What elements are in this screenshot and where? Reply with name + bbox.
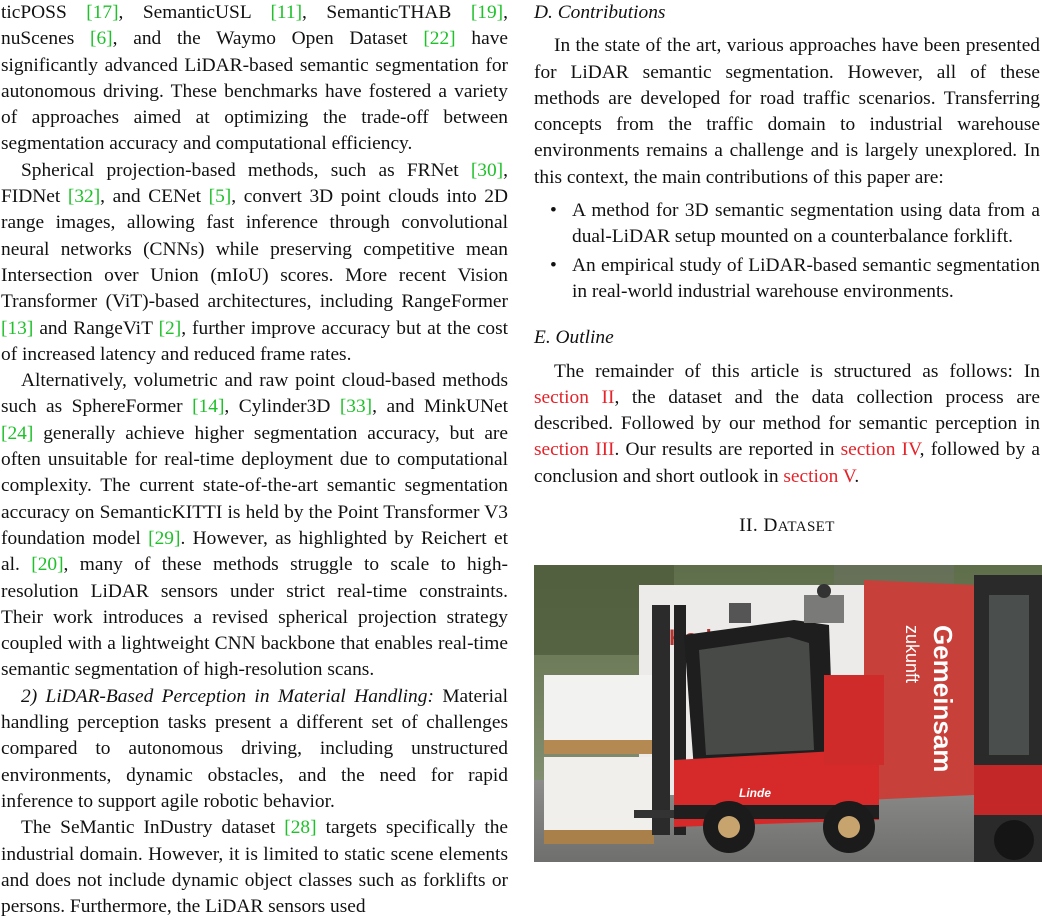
paragraph-semantic-industry [1, 815, 508, 920]
banner-text: Gemeinsam [928, 625, 958, 773]
text-run: Alternatively, volumetric and raw point cloud-based methods such as SphereFormer [1, 370, 508, 418]
citation-link[interactable]: [30] [470, 159, 504, 181]
text-run: , Cylinder3D [224, 396, 340, 418]
citation-link[interactable]: [5] [208, 186, 232, 208]
text-run: , the dataset and the data collection process are described. Followed by our method for semantic perception in [534, 386, 1040, 435]
citation-link[interactable]: [29] [148, 527, 181, 549]
citation-link[interactable]: [2] [158, 317, 182, 339]
text-run: , and MinkUNet [372, 396, 508, 418]
citation-link[interactable]: [33] [339, 396, 373, 418]
text-run: , FIDNet [1, 159, 508, 208]
paragraph-material-handling-text: Material handling perception tasks present a different set of challenges compared to autonomous driving, including unstructured environments, dynamic obstacles, and the need for rapid inference to support agile robotic behavior. [1, 685, 508, 812]
section-title-initial: D [763, 515, 778, 537]
citation-link[interactable]: [20] [31, 554, 64, 576]
paragraph-contributions: In the state of the art, various approaches have been presented for LiDAR semantic segmentation. However, all of these methods are developed for road traffic scenarios. Transferring concepts from the traffic domain to industrial warehouse environments remains a challenge and is largely unexplored. In this context, the main contributions of this paper are: [534, 35, 1040, 188]
text-run: , many of these methods struggle to scale to high-resolution LiDAR sensors under strict real-time constraints. Their work introduces a revised spherical projection strategy coupled with a lightweight CNN backbone that enables real-time semantic segmentation of high-resolution scans. [1, 554, 508, 681]
citation-link[interactable]: [6] [90, 28, 113, 50]
left-column [1, 0, 508, 920]
contributions-list [534, 198, 1040, 305]
citation-link[interactable]: [11] [270, 2, 303, 23]
contribution-item: • A method for 3D semantic segmentation using data from a dual-LiDAR setup mounted on a counterbalance forklift. [572, 198, 1040, 251]
text-run: , followed by a conclusion and short outlook in [534, 439, 1040, 487]
paragraph-material-handling [1, 684, 508, 815]
paragraph-spherical-projection [1, 158, 508, 368]
section-number: II. [739, 515, 764, 537]
text-run: The SeMantic InDustry dataset [21, 817, 285, 839]
text-run: , nuScenes [1, 2, 508, 50]
text-run: The remainder of this article is structured as follows: In [554, 360, 1040, 382]
paragraph-outline [534, 359, 1040, 490]
text-run: . [854, 465, 860, 487]
text-run: targets specifically the industrial domain. However, it is limited to static scene elements and does not include dynamic object classes such as forklifts or persons. Furthermore, the LiDAR sensors used [1, 817, 509, 918]
section-title-rest: ATASET [777, 519, 835, 536]
subsection-heading-material-handling: 2) LiDAR-Based Perception in Material Handling: [21, 685, 434, 707]
text-run: , SemanticUSL [118, 2, 271, 23]
text-run: . Our results are reported in [614, 439, 841, 461]
section-link[interactable]: section III [534, 439, 615, 461]
heading-outline: E. Outline [534, 327, 614, 349]
text-run: , convert 3D point clouds into 2D range images, allowing fast inference through convolutional neural networks (CNNs) while preserving competitive mean Intersection over Union (mIoU) scores. More recent Vision Transformer (ViT)-based architectures, including RangeFormer [1, 186, 508, 313]
text-run: , and the Waymo Open Dataset [112, 28, 424, 50]
citation-link[interactable]: [24] [1, 422, 34, 444]
citation-link[interactable]: [14] [192, 396, 225, 418]
text-run: , further improve accuracy but at the cost of increased latency and reduced frame rates. [1, 317, 509, 365]
forklift-photo [534, 565, 1042, 862]
text-run: , SemanticTHAB [302, 2, 471, 23]
citation-link[interactable]: [19] [470, 2, 504, 23]
text-run: generally achieve higher segmentation accuracy, but are often unsuitable for real-time deployment due to computational complexity. The current state-of-the-art semantic segmentation accuracy on SemanticKITTI is held by the Point Transformer V3 foundation model [1, 422, 508, 549]
heading-contributions: D. Contributions [534, 2, 666, 23]
text-run: , and CENet [100, 186, 209, 208]
text-run: Spherical projection-based methods, such as FRNet [21, 159, 471, 181]
text-run: have significantly advanced LiDAR-based semantic segmentation for autonomous driving. These benchmarks have fostered a variety of approaches aimed at optimizing the trade-off between segmentation accuracy and computational efficiency. [1, 28, 509, 155]
right-column [534, 0, 1040, 540]
citation-link[interactable]: [13] [1, 317, 34, 339]
paragraph-datasets [1, 0, 508, 158]
citation-link[interactable]: [32] [67, 186, 101, 208]
citation-link[interactable]: [28] [284, 817, 317, 839]
paragraph-volumetric-methods [1, 368, 508, 684]
text-run: ticPOSS [1, 2, 87, 23]
contribution-item: • An empirical study of LiDAR-based semantic segmentation in real-world industrial warehouse environments. [572, 253, 1040, 306]
section-title-dataset [534, 513, 1040, 540]
citation-link[interactable]: [22] [423, 28, 456, 50]
citation-link[interactable]: [17] [86, 2, 119, 23]
section-link[interactable]: section IV [840, 439, 920, 461]
section-link[interactable]: section V [783, 465, 855, 487]
section-link[interactable]: section II [534, 386, 615, 408]
banner-subtext: zukunft [902, 625, 922, 684]
text-run: and RangeViT [33, 317, 159, 339]
brand-logo-text: Linde [739, 786, 771, 800]
text-run: . However, as highlighted by Reichert et al. [1, 527, 508, 576]
